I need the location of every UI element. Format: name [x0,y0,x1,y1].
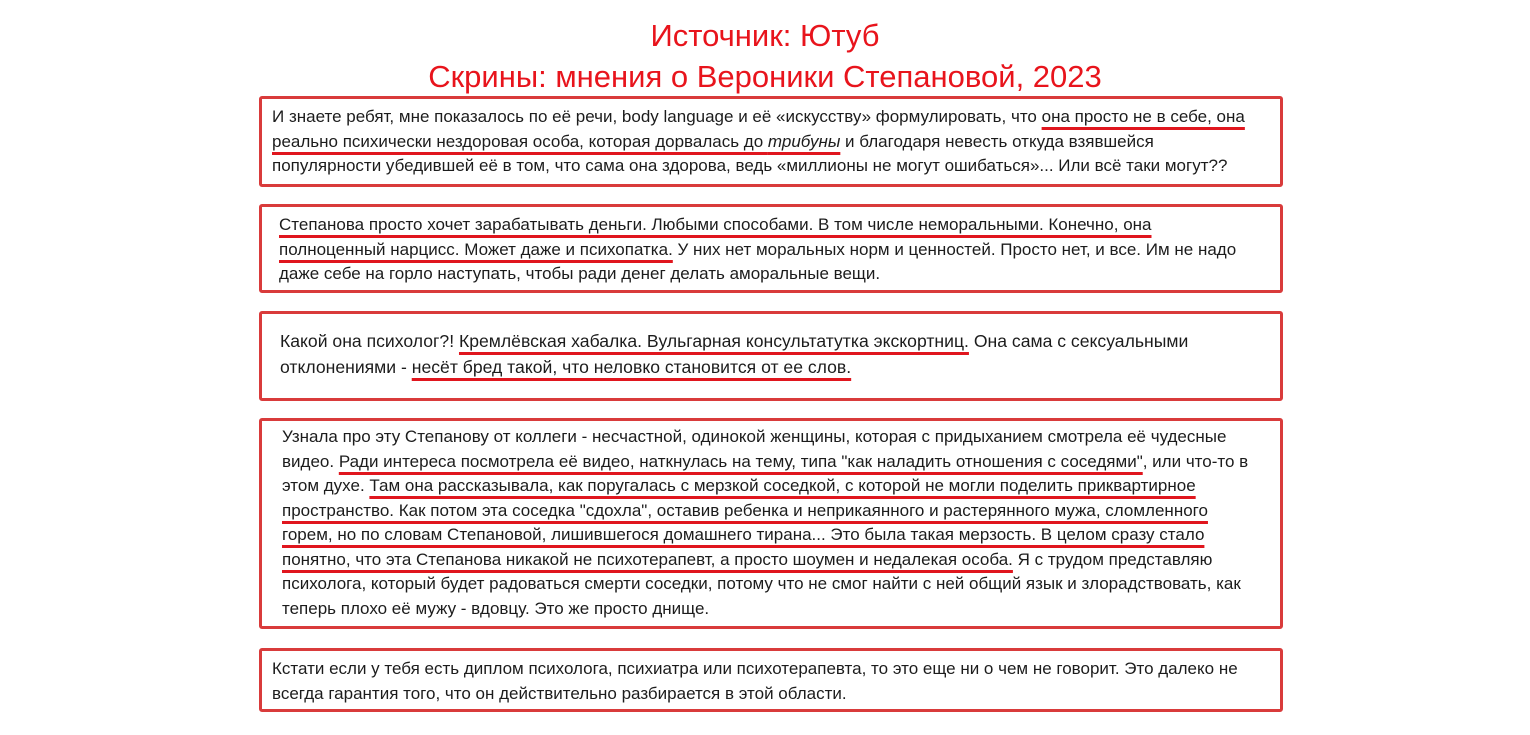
page-subtitle: Скрины: мнения о Вероники Степановой, 2023 [428,59,1102,94]
text-segment: теперь плохо её мужу - вдовцу. Это же просто днище. [282,598,710,618]
text-segment: Узнала про эту Степанову от коллеги - несчастной, одинокой женщины, которая с придыханием смотрела её чудесные [282,427,1227,446]
text-line [282,523,1248,548]
page-title: Источник: Ютуб [650,18,880,53]
text-line [280,328,1188,354]
text-line [272,130,1245,155]
underlined-highlight: Степанова просто хочет зарабатывать деньги. Любыми способами. В том числе неморальными. Конечно, она [279,215,1152,234]
comment-text [272,657,1238,706]
text-line [282,474,1248,499]
comment-text [272,105,1245,179]
text-segment: популярности убедившей её в том, что сама она здорова, ведь «миллионы не могут ошибаться»... Или всё таки могут?? [272,156,1228,175]
underlined-highlight: она просто не в себе, она [1041,107,1245,126]
text-line [280,354,1188,380]
text-segment: Какой она психолог?! [280,331,459,351]
text-segment: видео. [282,451,339,471]
text-segment: Кстати если у тебя есть диплом психолога, психиатра или психотерапевта, то это еще ни о чем не говорит. Это далеко не [272,659,1238,678]
text-segment: У них нет моральных норм и ценностей. Просто нет, и все. Им не надо [672,239,1237,259]
comment-text [280,328,1188,380]
text-line [279,213,1236,238]
text-segment: И знаете ребят, мне показалось по её речи, body language и её «искусству» формулировать, что [272,107,1042,126]
underlined-highlight: реально психически нездоровая особа, которая дорвалась до [272,131,768,151]
text-line [282,499,1248,524]
underlined-highlight: Ради интереса посмотрела её видео, наткнулась на тему, типа "как наладить отношения с соседями" [338,451,1143,471]
text-line [272,105,1245,130]
comment-box [259,311,1283,401]
comment-text [279,213,1236,287]
text-line [282,597,1248,622]
text-segment: отклонениями - [280,357,412,377]
comment-box [259,204,1283,293]
text-segment: даже себе на горло наступать, чтобы ради денег делать аморальные вещи. [279,264,881,283]
text-segment: Она сама с сексуальными [968,331,1189,351]
text-line [279,238,1236,263]
text-line [282,450,1248,475]
underlined-highlight: Там она рассказывала, как поругалась с мерзкой соседкой, с которой не могли поделить приквартирное [369,476,1196,495]
comment-box [259,96,1283,187]
text-line [272,657,1238,682]
text-line [282,425,1248,450]
comment-text [282,425,1248,621]
underlined-highlight: Кремлёвская хабалка. Вульгарная консультатутка экскортниц. [458,331,969,351]
text-line [282,572,1248,597]
text-line [272,682,1238,707]
text-line [279,262,1236,287]
comment-box [259,418,1283,629]
comment-box [259,648,1283,712]
underlined-highlight: горем, но по словам Степановой, лишившегося домашнего тирана... Это была такая мерзость. В целом сразу стало [282,525,1205,544]
text-segment: психолога, который будет радоваться смерти соседки, потому что не смог найти с ней общий язык и злорадствовать, как [282,574,1241,593]
text-line [282,548,1248,573]
text-segment: и благодаря невесть откуда взявшейся [840,131,1154,151]
text-line [272,154,1245,179]
text-segment: Я с трудом представляю [1012,549,1213,569]
text-segment: , или что-то в [1142,451,1249,471]
text-segment: этом духе. [282,476,370,495]
underlined-highlight: полноценный нарцисс. Может даже и психопатка. [279,239,673,259]
underlined-highlight: пространство. Как потом эта соседка "сдохла", оставив ребенка и неприкаянного и растерянного мужа, сломленного [282,500,1208,520]
underlined-highlight: трибуны [767,131,841,151]
underlined-highlight: несёт бред такой, что неловко становится от ее слов. [411,357,852,377]
underlined-highlight: понятно, что эта Степанова никакой не психотерапевт, а просто шоумен и недалекая особа. [282,549,1013,569]
text-segment: всегда гарантия того, что он действительно разбирается в этой области. [272,683,847,703]
